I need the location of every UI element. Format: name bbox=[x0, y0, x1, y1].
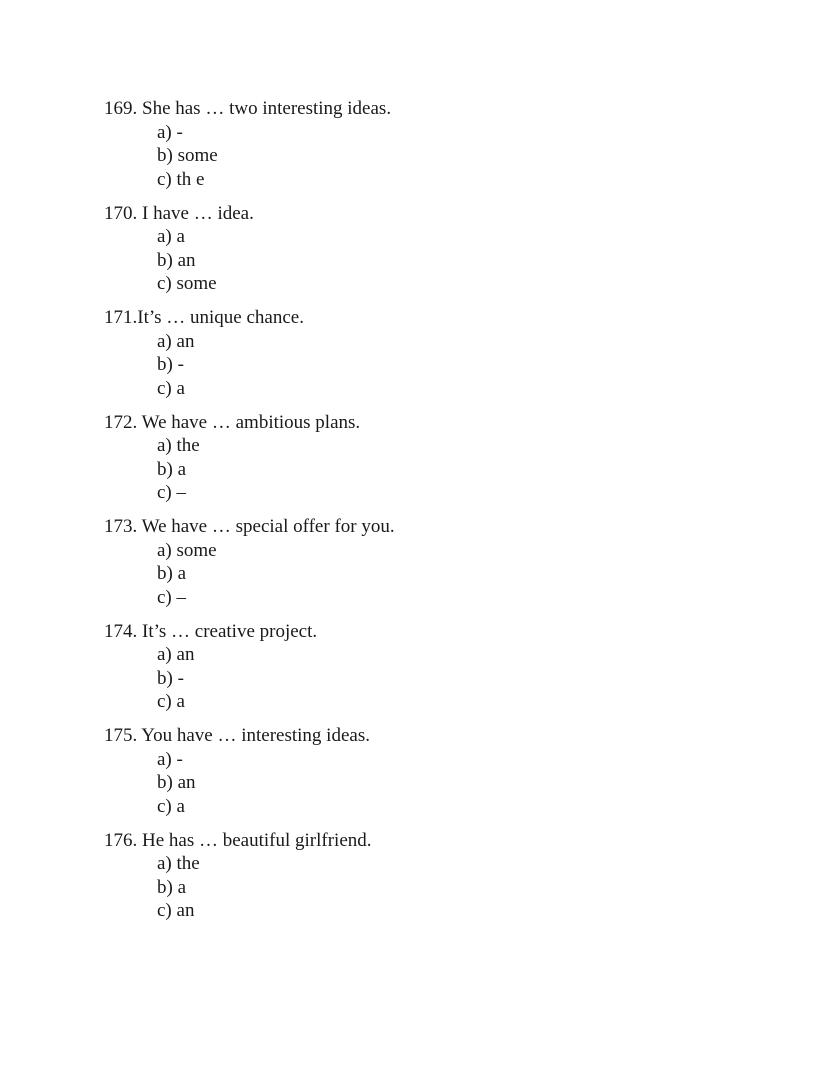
option-c: c) – bbox=[157, 586, 187, 608]
option-a: a) - bbox=[157, 748, 183, 770]
question-176 bbox=[104, 829, 804, 923]
answer-options bbox=[104, 434, 804, 505]
answer-options bbox=[104, 643, 804, 714]
option-b: b) a bbox=[157, 458, 187, 480]
option-b: b) - bbox=[157, 354, 184, 375]
option-c: c) an bbox=[157, 900, 195, 921]
option-a: a) an bbox=[157, 330, 195, 352]
question-172 bbox=[104, 411, 804, 505]
question-169 bbox=[104, 97, 804, 191]
answer-options bbox=[104, 121, 804, 192]
option-a: a) an bbox=[157, 644, 195, 665]
option-c: c) some bbox=[157, 273, 217, 294]
option-b: b) - bbox=[157, 667, 184, 689]
question-text: 175. You have … interesting ideas. bbox=[104, 725, 370, 746]
answer-options bbox=[104, 852, 804, 923]
option-c: c) a bbox=[157, 377, 185, 399]
question-text: 174. It’s … creative project. bbox=[104, 620, 318, 642]
question-171 bbox=[104, 306, 804, 400]
question-text: 169. She has … two interesting ideas. bbox=[104, 98, 392, 119]
option-a: a) a bbox=[157, 226, 185, 247]
option-b: b) an bbox=[157, 249, 196, 271]
question-175 bbox=[104, 724, 804, 818]
option-c: c) a bbox=[157, 795, 185, 817]
question-text: 172. We have … ambitious plans. bbox=[104, 411, 361, 433]
answer-options bbox=[104, 225, 804, 296]
option-a: a) the bbox=[157, 853, 200, 874]
answer-options bbox=[104, 330, 804, 401]
option-a: a) the bbox=[157, 435, 200, 456]
option-c: c) a bbox=[157, 691, 185, 712]
option-a: a) some bbox=[157, 539, 217, 561]
question-170 bbox=[104, 202, 804, 296]
option-b: b) a bbox=[157, 876, 187, 898]
option-b: b) an bbox=[157, 772, 196, 793]
option-b: b) some bbox=[157, 145, 218, 166]
question-text: 176. He has … beautiful girlfriend. bbox=[104, 829, 372, 851]
option-c: c) th e bbox=[157, 168, 205, 190]
question-text: 170. I have … idea. bbox=[104, 202, 254, 224]
answer-options bbox=[104, 539, 804, 610]
question-174 bbox=[104, 620, 804, 714]
question-text: 173. We have … special offer for you. bbox=[104, 516, 395, 537]
document-page bbox=[104, 97, 804, 933]
option-b: b) a bbox=[157, 563, 187, 584]
answer-options bbox=[104, 748, 804, 819]
option-c: c) – bbox=[157, 482, 187, 503]
question-text: 171.It’s … unique chance. bbox=[104, 307, 304, 328]
option-a: a) - bbox=[157, 121, 183, 143]
question-173 bbox=[104, 515, 804, 609]
